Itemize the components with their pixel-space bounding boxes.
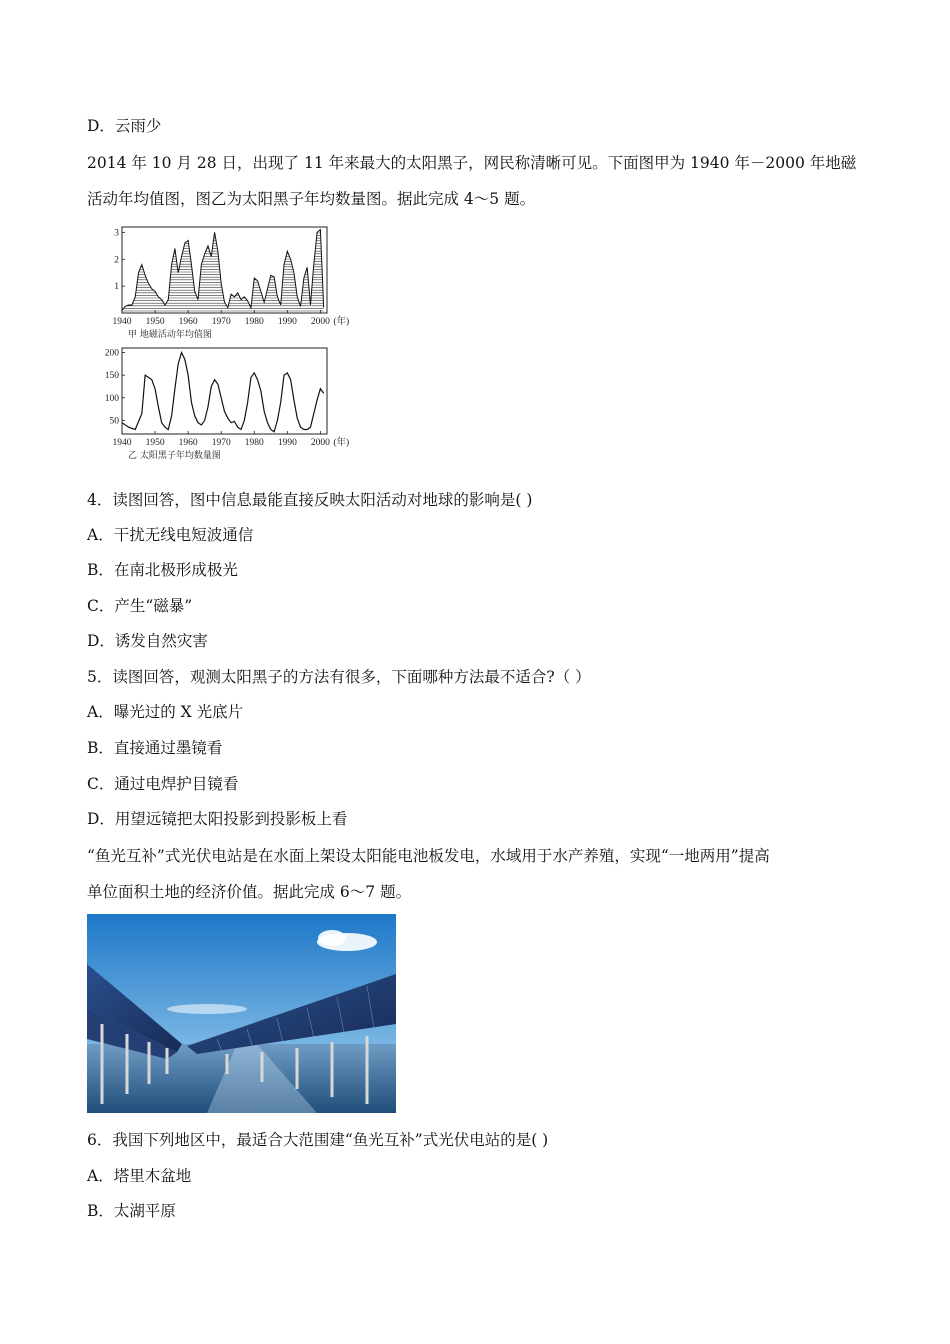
x-tick-label: 1950 — [145, 317, 165, 327]
geomagnetic-chart-svg — [98, 222, 368, 346]
q5-option-a: A．曝光过的 X 光底片 — [87, 703, 244, 721]
x-tick-label: 1980 — [244, 438, 264, 448]
q4-option-c: C．产生“磁暴” — [87, 597, 193, 615]
x-tick-label: 1950 — [145, 438, 165, 448]
sunspot-chart — [98, 342, 368, 470]
q6-option-b: B．太湖平原 — [87, 1202, 176, 1220]
chart-caption: 甲 地磁活动年均值图 — [128, 330, 212, 340]
x-tick-label: 1940 — [112, 438, 132, 448]
solar-plant-illustration — [87, 914, 396, 1113]
x-tick-label: 1980 — [244, 317, 264, 327]
x-tick-label: 1970 — [211, 317, 231, 327]
x-unit-label: (年) — [333, 438, 350, 448]
y-tick-label: 50 — [109, 416, 119, 427]
x-tick-label: 1960 — [178, 438, 198, 448]
question-4: 4．读图回答，图中信息最能直接反映太阳活动对地球的影响是( ) — [87, 491, 533, 509]
chart-caption: 乙 太阳黑子年均数量图 — [128, 451, 221, 461]
y-tick-label: 150 — [104, 371, 119, 382]
x-tick-label: 2000 — [310, 317, 330, 327]
q4-option-d: D．诱发自然灾害 — [87, 632, 208, 650]
option-d-q3: D．云雨少 — [87, 117, 162, 135]
q5-option-d: D．用望远镜把太阳投影到投影板上看 — [87, 810, 348, 828]
x-unit-label: (年) — [333, 317, 350, 327]
q5-option-b: B．直接通过墨镜看 — [87, 739, 223, 757]
x-tick-label: 1970 — [211, 438, 231, 448]
sunspot-series-line — [122, 353, 324, 432]
y-tick-label: 200 — [104, 348, 119, 359]
question-6: 6．我国下列地区中，最适合大范围建“鱼光互补”式光伏电站的是( ) — [87, 1131, 549, 1149]
x-tick-label: 2000 — [310, 438, 330, 448]
intro-paragraph-line2: 活动年均值图，图乙为太阳黑子年均数量图。据此完成 4～5 题。 — [87, 190, 536, 208]
intro-paragraph-2-line2: 单位面积土地的经济价值。据此完成 6～7 题。 — [87, 883, 412, 901]
area-hatching — [122, 228, 327, 311]
sunspot-chart-svg — [98, 342, 368, 470]
intro-paragraph-line1: 2014 年 10 月 28 日，出现了 11 年来最大的太阳黑子，网民称清晰可见。下面图甲为 1940 年－2000 年地磁 — [87, 154, 857, 172]
x-tick-label: 1940 — [112, 317, 132, 327]
q4-option-b: B．在南北极形成极光 — [87, 561, 238, 579]
q6-option-a: A．塔里木盆地 — [87, 1167, 192, 1185]
y-tick-label: 3 — [114, 228, 119, 239]
x-tick-label: 1960 — [178, 317, 198, 327]
y-tick-label: 2 — [114, 255, 119, 266]
x-tick-label: 1990 — [277, 317, 297, 327]
plot-frame — [122, 348, 327, 434]
y-tick-label: 100 — [104, 393, 119, 404]
geomagnetic-chart — [98, 222, 368, 346]
x-tick-label: 1990 — [277, 438, 297, 448]
solar-plant-photo — [87, 914, 396, 1113]
question-5: 5．读图回答，观测太阳黑子的方法有很多，下面哪种方法最不适合?（ ） — [87, 668, 591, 686]
y-tick-label: 1 — [114, 282, 119, 293]
intro-paragraph-2-line1: “鱼光互补”式光伏电站是在水面上架设太阳能电池板发电，水域用于水产养殖，实现“一地两用”提高 — [87, 847, 770, 865]
q4-option-a: A．干扰无线电短波通信 — [87, 526, 254, 544]
q5-option-c: C．通过电焊护目镜看 — [87, 775, 239, 793]
